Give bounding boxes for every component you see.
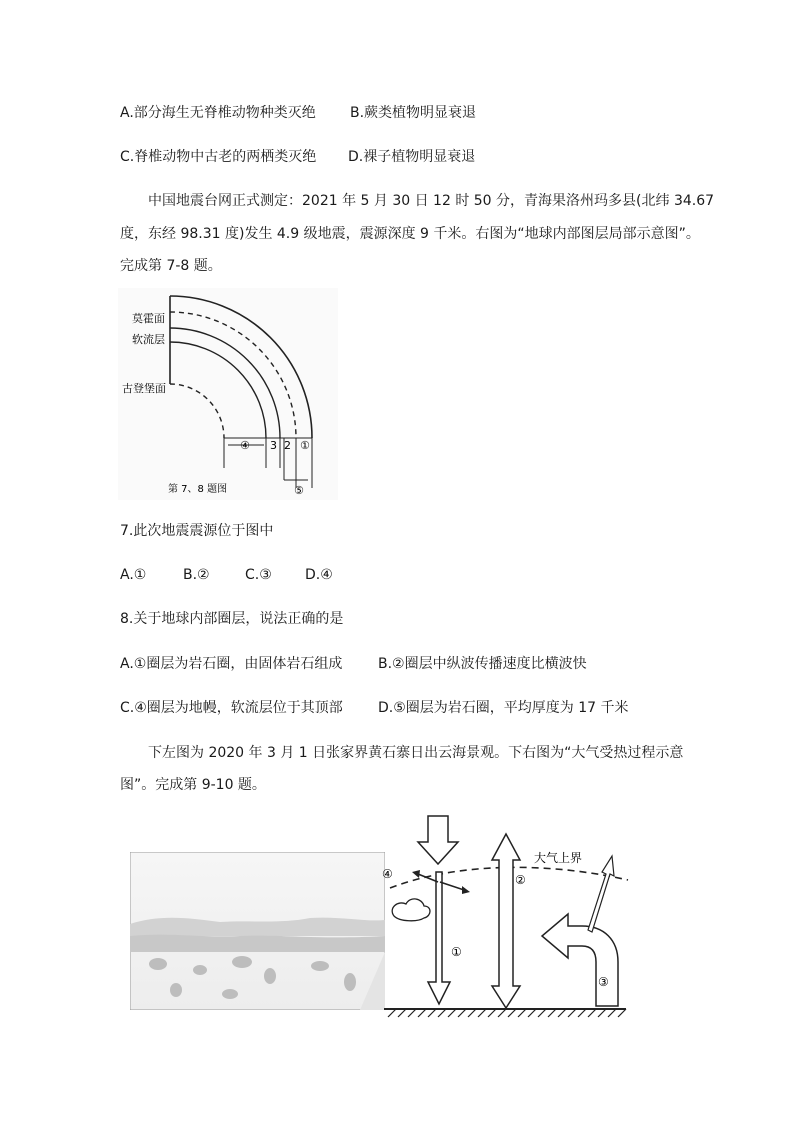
figure-caption: 第 7、8 题图 <box>168 484 228 495</box>
intro-9-10-line1: 下左图为 2020 年 3 月 1 日张家界黄石寨日出云海景观。下右图为“大气受热过程示意 <box>148 745 684 761</box>
earth-layers-diagram <box>118 288 338 500</box>
q6-option-a: A.部分海生无脊椎动物种类灭绝 <box>120 105 316 121</box>
q7-option-d: D.④ <box>305 567 333 583</box>
intro-7-8-line1: 中国地震台网正式测定：2021 年 5 月 30 日 12 时 50 分，青海果洛州玛多县(北纬 34.67 <box>148 193 715 209</box>
q6-option-c: C.脊椎动物中古老的两栖类灭绝 <box>120 149 317 165</box>
label-2: ② <box>515 873 526 887</box>
label-1: ① <box>300 439 310 452</box>
label-5: ⑤ <box>294 484 304 497</box>
label-3: 3 <box>270 439 277 452</box>
q8-option-a: A.①圈层为岩石圈，由固体岩石组成 <box>120 656 343 672</box>
q6-option-b: B.蕨类植物明显衰退 <box>350 105 477 121</box>
q8-option-c: C.④圈层为地幔，软流层位于其顶部 <box>120 700 343 716</box>
intro-7-8-line3: 完成第 7-8 题。 <box>120 258 222 274</box>
label-4: ④ <box>240 439 250 452</box>
q7-option-a: A.① <box>120 567 147 583</box>
atmospheric-heating-diagram <box>378 812 633 1022</box>
sea-of-clouds-photo <box>130 852 385 1010</box>
label-asthenosphere: 软流层 <box>132 333 165 346</box>
label-gutenberg: 古登堡面 <box>122 382 166 395</box>
label-2: 2 <box>284 439 291 452</box>
label-atmosphere-top: 大气上界 <box>534 851 583 865</box>
q8-stem: 8.关于地球内部圈层，说法正确的是 <box>120 611 344 627</box>
label-3: ③ <box>598 975 609 989</box>
label-moho: 莫霍面 <box>132 312 165 325</box>
label-4: ④ <box>382 867 393 881</box>
q7-option-b: B.② <box>183 567 210 583</box>
q7-option-c: C.③ <box>245 567 272 583</box>
intro-9-10-line2: 图”。完成第 9-10 题。 <box>120 777 266 793</box>
q7-stem: 7.此次地震震源位于图中 <box>120 523 274 539</box>
q8-option-b: B.②圈层中纵波传播速度比横波快 <box>378 656 587 672</box>
intro-7-8-line2: 度，东经 98.31 度)发生 4.9 级地震，震源深度 9 千米。右图为“地球内部图层局部示意图”。 <box>120 226 700 242</box>
q8-option-d: D.⑤圈层为岩石圈，平均厚度为 17 千米 <box>378 700 629 716</box>
label-1: ① <box>451 945 462 959</box>
q6-option-d: D.裸子植物明显衰退 <box>348 149 476 165</box>
